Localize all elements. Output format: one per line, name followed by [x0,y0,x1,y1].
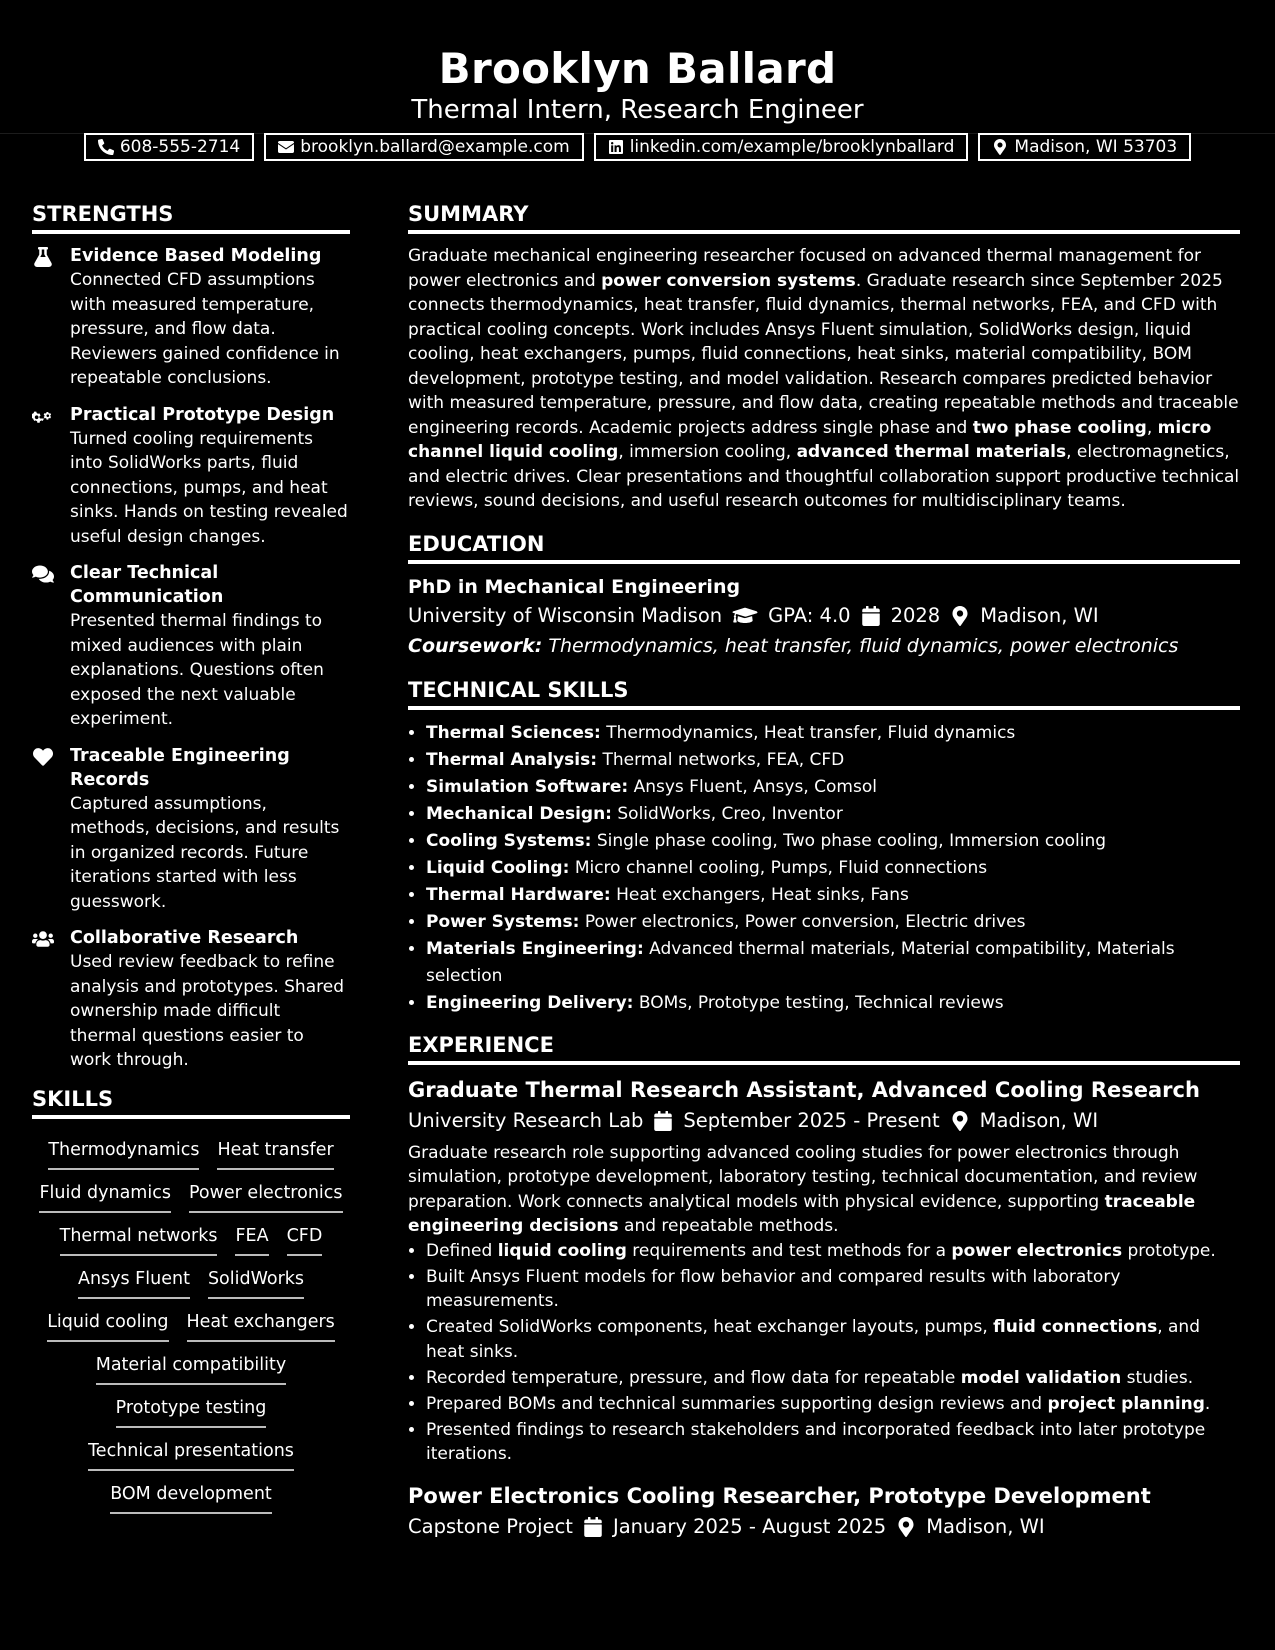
strength-body [70,403,350,550]
skills-list [32,1129,350,1514]
envelope-icon [278,139,294,155]
linkedin-text: linkedin.com/example/brooklynballard [629,137,955,157]
job-title: Power Electronics Cooling Researcher, Prototype Development [408,1483,1151,1508]
skills-row [32,1178,350,1213]
job-meta [408,1105,1240,1137]
technical-skill-label: Mechanical Design: [426,803,612,824]
technical-skill-label: Thermal Analysis: [426,749,598,770]
technical-skill-value: Ansys Fluent, Ansys, Comsol [633,776,877,797]
contact-linkedin[interactable] [594,133,969,161]
skills-heading: SKILLS [32,1085,350,1119]
technical-skill-item [426,882,1240,909]
technical-skill-item [426,720,1240,747]
contact-phone[interactable] [84,133,254,161]
skill-tag: Technical presentations [88,1436,294,1471]
map-marker-icon [950,1111,970,1131]
phone-text: 608-555-2714 [119,137,241,157]
technical-skill-item [426,828,1240,855]
strength-desc: Turned cooling requirements into SolidWorks parts, fluid connections, pumps, and heat sinks. Hands on testing revealed useful design changes. [70,428,348,547]
strength-title: Collaborative Research [70,928,299,948]
technical-skill-item [426,936,1240,990]
job-dates: January 2025 - August 2025 [612,1514,887,1538]
phone-icon [98,139,114,155]
skills-row [32,1393,350,1428]
technical-skill-label: Thermal Hardware: [426,884,611,905]
contact-email[interactable] [264,133,583,161]
strength-item [32,244,350,391]
technical-skill-label: Cooling Systems: [426,830,592,851]
education-degree: PhD in Mechanical Engineering [408,575,741,598]
job-org: Capstone Project [408,1514,573,1538]
education-location: Madison, WI [980,603,1099,627]
skill-tag: Power electronics [189,1178,343,1213]
map-marker-icon [950,606,970,626]
strength-body [70,744,350,915]
technical-skill-item [426,855,1240,882]
job-location: Madison, WI [926,1514,1045,1538]
technical-skill-value: Power electronics, Power conversion, Electric drives [584,911,1026,932]
technical-skill-label: Simulation Software: [426,776,629,797]
job-location: Madison, WI [979,1108,1099,1132]
job-bullet: • Prepared BOMs and technical summaries supporting design reviews and project planning. [426,1392,1240,1417]
technical-skill-item [426,990,1240,1017]
technical-skill-value: Single phase cooling, Two phase cooling, Immersion cooling [596,830,1107,851]
summary-text: Graduate mechanical engineering researcher focused on advanced thermal management for power electronics and power conversion systems. Graduate research since September 2025 connects thermodynamics, heat transfer, fluid dynamics, thermal networks, FEA, and CFD with practical cooling concepts. Work includes Ansys Fluent simulation, SolidWorks design, liquid cooling, heat exchangers, pumps, fluid connections, heat sinks, material compatibility, BOM development, prototype testing, and model validation. Research compares predicted behavior with measured temperature, pressure, and flow data, creating repeatable methods and traceable engineering records. Academic projects address single phase and two phase cooling, micro channel liquid cooling, immersion cooling, advanced thermal materials, electromagnetics, and electric drives. Clear presentations and thoughtful collaboration support productive technical reviews, sound decisions, and useful research outcomes for multidisciplinary teams. [408,246,1240,511]
job-meta [408,1511,1240,1543]
skill-tag: Liquid cooling [47,1307,168,1342]
technical-skill-value: Thermal networks, FEA, CFD [602,749,845,770]
education-heading: EDUCATION [408,530,1240,564]
job-bullets [408,1239,1240,1467]
map-marker-icon [992,139,1008,155]
job-bullet: • Defined liquid cooling requirements and test methods for a power electronics prototype. [426,1239,1240,1264]
strength-desc: Connected CFD assumptions with measured temperature, pressure, and flow data. Reviewers gained confidence in repeatable conclusions. [70,270,340,388]
technical-skill-label: Materials Engineering: [426,938,644,959]
job-bullet: • Created SolidWorks components, heat exchanger layouts, pumps, fluid connections, and heat sinks. [426,1315,1240,1364]
calendar-icon [653,1111,673,1131]
technical-skill-value: Advanced thermal materials, Material compatibility, Materials selection [426,938,1175,986]
education-coursework [408,632,1240,660]
right-column [408,200,1240,1543]
education-gpa: GPA: 4.0 [768,603,851,627]
technical-skills-heading: TECHNICAL SKILLS [408,676,1240,710]
skill-tag: Material compatibility [96,1350,287,1385]
location-text: Madison, WI 53703 [1014,137,1178,157]
strength-title: Traceable Engineering Records [70,745,290,790]
skill-tag: Heat transfer [217,1135,333,1170]
education-school: University of Wisconsin Madison [408,603,723,627]
linkedin-icon [608,139,624,155]
candidate-name: Brooklyn Ballard [438,44,837,93]
technical-skill-label: Liquid Cooling: [426,857,570,878]
resume-header [0,0,1275,157]
contact-location [978,133,1191,161]
coursework-label: Coursework: [408,634,543,657]
technical-skill-value: SolidWorks, Creo, Inventor [617,803,843,824]
flask-icon [32,244,70,391]
technical-skill-item [426,909,1240,936]
technical-skill-label: Thermal Sciences: [426,722,601,743]
strength-body [70,244,350,391]
comments-icon [32,561,70,732]
technical-skill-value: BOMs, Prototype testing, Technical reviews [638,992,1004,1013]
job-dates: September 2025 - Present [683,1108,940,1132]
job-bullet: • Built Ansys Fluent models for flow behavior and compared results with laboratory measurements. [426,1265,1240,1314]
skills-row [32,1479,350,1514]
heart-icon [32,744,70,915]
candidate-title: Thermal Intern, Research Engineer [411,95,864,125]
technical-skill-label: Engineering Delivery: [426,992,634,1013]
technical-skill-value: Heat exchangers, Heat sinks, Fans [616,884,909,905]
skill-tag: Fluid dynamics [39,1178,170,1213]
education-meta [408,600,1240,632]
technical-skill-value: Micro channel cooling, Pumps, Fluid connections [574,857,988,878]
technical-skill-item [426,801,1240,828]
skills-row [32,1264,350,1299]
left-column [32,200,350,1514]
contact-bar [0,133,1275,161]
skill-tag: BOM development [110,1479,272,1514]
strength-title: Evidence Based Modeling [70,246,322,266]
summary-heading: SUMMARY [408,200,1240,234]
experience-heading: EXPERIENCE [408,1031,1240,1065]
technical-skill-item [426,747,1240,774]
skill-tag: Thermal networks [60,1221,218,1256]
calendar-icon [583,1517,603,1537]
coursework-text: Thermodynamics, heat transfer, fluid dynamics, power electronics [548,634,1179,657]
strengths-heading: STRENGTHS [32,200,350,234]
technical-skill-label: Power Systems: [426,911,580,932]
skill-tag: Thermodynamics [48,1135,199,1170]
job-description: Graduate research role supporting advanced cooling studies for power electronics through simulation, prototype development, laboratory testing, technical documentation, and review preparation. Work connects analytical models with physical evidence, supporting traceable engineering decisions and repeatable methods. [408,1142,1198,1236]
strength-title: Clear Technical Communication [70,563,224,607]
skills-row [32,1350,350,1385]
technical-skill-item [426,774,1240,801]
strength-item [32,744,350,915]
graduation-cap-icon [732,606,758,626]
skills-row [32,1135,350,1170]
strength-item [32,403,350,550]
strength-desc: Captured assumptions, methods, decisions, and results in organized records. Future iterations started with less guesswork. [70,793,340,912]
strength-desc: Used review feedback to refine analysis and prototypes. Shared ownership made difficult thermal questions easier to work through. [70,952,344,1070]
job-bullet: • Presented findings to research stakeholders and incorporated feedback into later prototype iterations. [426,1418,1240,1467]
technical-skill-value: Thermodynamics, Heat transfer, Fluid dynamics [606,722,1016,743]
skill-tag: Ansys Fluent [78,1264,190,1299]
strength-desc: Presented thermal findings to mixed audiences with plain explanations. Questions often exposed the next valuable experiment. [70,611,324,729]
strength-body [70,561,350,732]
email-text: brooklyn.ballard@example.com [300,137,570,157]
strength-body [70,926,350,1073]
skills-row [32,1307,350,1342]
calendar-icon [861,606,881,626]
experience-list [408,1075,1240,1543]
map-marker-icon [896,1517,916,1537]
skill-tag: SolidWorks [208,1264,304,1299]
job-org: University Research Lab [408,1108,644,1132]
education-year: 2028 [890,603,941,627]
strength-title: Practical Prototype Design [70,404,335,425]
gears-icon [32,403,70,550]
skills-row [32,1221,350,1256]
skill-tag: CFD [287,1221,323,1256]
technical-skills-list [408,720,1240,1017]
strength-item [32,926,350,1073]
skill-tag: Prototype testing [116,1393,267,1428]
skill-tag: Heat exchangers [187,1307,335,1342]
strength-item [32,561,350,732]
experience-entry [408,1075,1240,1467]
job-title: Graduate Thermal Research Assistant, Advanced Cooling Research [408,1077,1200,1102]
users-icon [32,926,70,1073]
strengths-list [32,244,350,1073]
experience-entry [408,1481,1240,1543]
skills-row [32,1436,350,1471]
skill-tag: FEA [235,1221,268,1256]
job-bullet: • Recorded temperature, pressure, and flow data for repeatable model validation studies. [426,1366,1240,1391]
